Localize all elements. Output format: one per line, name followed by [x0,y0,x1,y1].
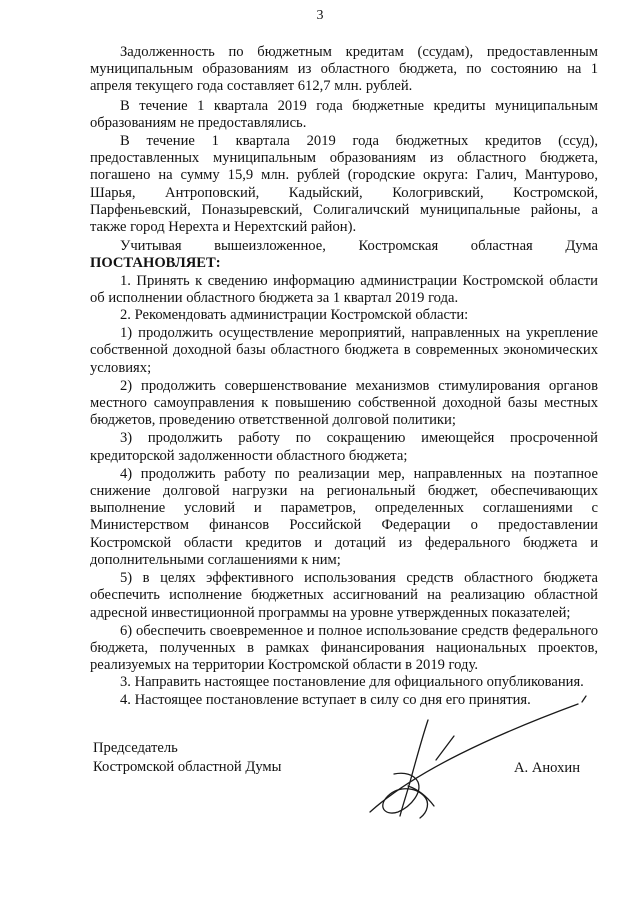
document-body [90,44,598,709]
signatory-title [93,739,281,777]
resolution-intro [90,238,598,272]
resolution-item-1: 1. Принять к сведению информацию администрации Костромской области об исполнении областного бюджета за 1 квартал 2019 года. [90,272,598,306]
signatory-title-line2: Костромской областной Думы [93,759,282,775]
paragraph-no-credits: В течение 1 квартала 2019 года бюджетные кредиты муниципальным образованиям не предоставлялись. [90,97,598,131]
page-number: 3 [316,8,324,23]
resolution-keyword: ПОСТАНОВЛЯЕТ: [90,255,221,272]
recommendation-2: 2) продолжить совершенствование механизмов стимулирования органов местного самоуправления к повышению собственной доходной базы местных бюджетов, проведению ответственной долговой политики; [90,377,598,429]
resolution-item-3: 3. Направить настоящее постановление для официального опубликования. [120,674,584,691]
resolution-item-4: 4. Настоящее постановление вступает в силу со дня его принятия. [120,691,531,708]
recommendation-4: 4) продолжить работу по реализации мер, направленных на поэтапное снижение долговой нагрузки на региональный бюджет, обеспечивающих выполнение условий и параметров, определенных соглашениями с Министерством финансов Российской Федерации о предоставлении Костромской области кредитов и дотаций из федерального бюджета и дополнительными соглашениями к ним; [90,465,598,568]
signatory-title-line1: Председатель [93,740,178,756]
resolution-item-2: 2. Рекомендовать администрации Костромской области: [120,307,469,324]
signer-name: А. Анохин [514,760,581,776]
recommendation-1: 1) продолжить осуществление мероприятий, направленных на укрепление собственной доходной базы областного бюджета в современных экономических условиях; [90,325,598,376]
recommendation-5: 5) в целях эффективного использования средств областного бюджета обеспечить исполнение бюджетных ассигнований на реализацию областной адресной инвестиционной программы на уровне утвержденных показателей; [90,570,598,621]
recommendation-6: 6) обеспечить своевременное и полное использование средств федерального бюджета, полученных в рамках финансирования национальных проектов, реализуемых на территории Костромской области в 2019 году. [90,622,598,674]
recommendation-3: 3) продолжить работу по сокращению имеющейся просроченной кредиторской задолженности областного бюджета; [90,430,598,464]
paragraph-repaid: В течение 1 квартала 2019 года бюджетных кредитов (ссуд), предоставленных муниципальным образованиям из областного бюджета, погашено на сумму 15,9 млн. рублей (городские округа: Галич, Мантурово, Шарья, Антроповский, Кадыйский, Кологривский, Костромской, Парфеньевский, Поназыревский, Солигаличский муниципальные районы, а также город Нерехта и Нерехтский район). [90,133,598,236]
resolution-intro-text: Учитывая вышеизложенное, Костромская областная Дума [120,238,598,255]
paragraph-debt: Задолженность по бюджетным кредитам (ссудам), предоставленным муниципальным образованиям из областного бюджета, по состоянию на 1 апреля текущего года составляет 612,7 млн. рублей. [90,44,598,95]
